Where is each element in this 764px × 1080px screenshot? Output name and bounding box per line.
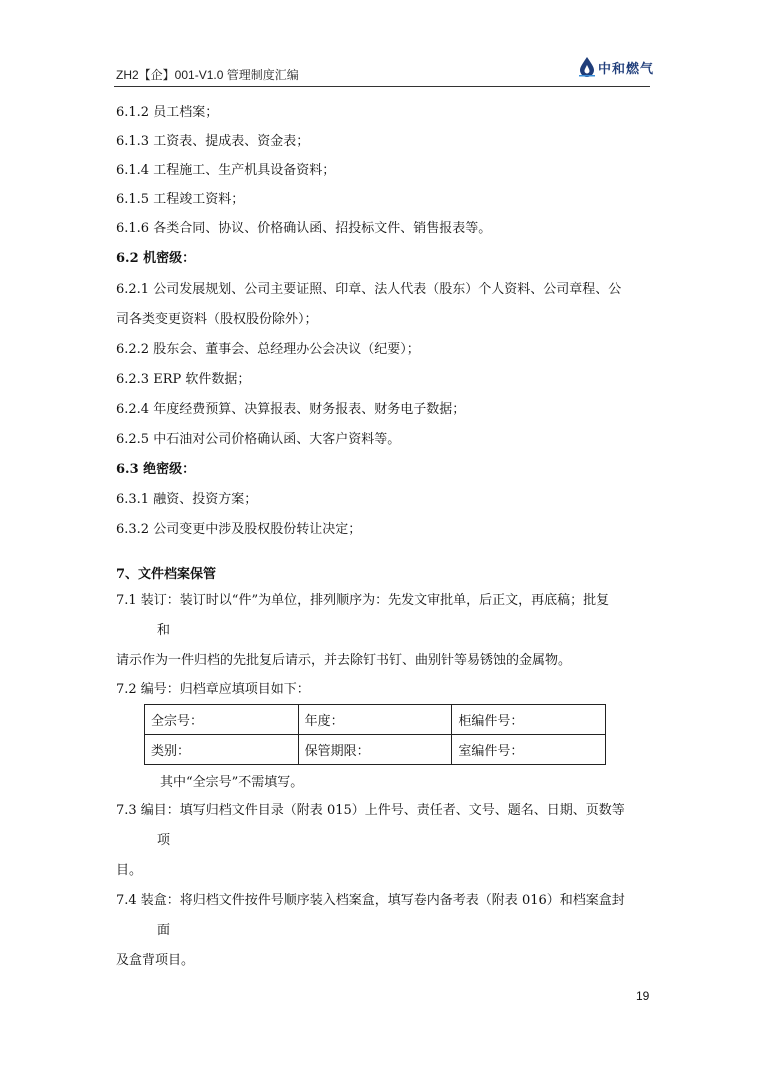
table-row <box>145 735 606 765</box>
text-line: 面 <box>157 923 171 938</box>
flame-drop-icon <box>578 56 596 78</box>
table-cell: 柜编件号： <box>452 705 606 735</box>
section-heading: 6.2 机密级： <box>116 251 196 266</box>
text-line: 6.1.2 员工档案； <box>116 105 219 120</box>
text-line: 目。 <box>116 863 143 878</box>
text-line: 6.2.1 公司发展规划、公司主要证照、印章、法人代表（股东）个人资料、公司章程、公 <box>116 282 622 297</box>
text-line: 6.1.5 工程竣工资料； <box>116 192 245 207</box>
archive-stamp-table <box>144 704 606 765</box>
document-header-title: ZH2【企】001-V1.0 管理制度汇编 <box>116 68 299 82</box>
text-line: 6.2.3 ERP 软件数据； <box>116 372 251 387</box>
text-line: 7.3 编目：填写归档文件目录（附表 015）上件号、责任者、文号、题名、日期、页数等 <box>116 803 625 818</box>
table-note: 其中“全宗号”不需填写。 <box>160 775 304 790</box>
page-number: 19 <box>636 989 650 1003</box>
section-heading: 6.3 绝密级： <box>116 462 196 477</box>
text-line: 7.2 编号：归档章应填项目如下： <box>116 682 310 697</box>
table-cell: 室编件号： <box>452 735 606 765</box>
text-line: 6.1.3 工资表、提成表、资金表； <box>116 134 310 149</box>
text-line: 6.1.6 各类合同、协议、价格确认函、招投标文件、销售报表等。 <box>116 221 492 236</box>
text-line: 司各类变更资料（股权股份除外）； <box>116 312 318 327</box>
table-cell: 保管期限： <box>298 735 452 765</box>
text-line: 6.3.1 融资、投资方案； <box>116 492 258 507</box>
text-line: 6.3.2 公司变更中涉及股权股份转让决定； <box>116 522 362 537</box>
text-line: 6.1.4 工程施工、生产机具设备资料； <box>116 163 336 178</box>
text-line: 和 <box>157 623 171 638</box>
text-line: 6.2.5 中石油对公司价格确认函、大客户资料等。 <box>116 432 401 447</box>
text-line: 项 <box>157 833 171 848</box>
company-logo <box>578 56 654 78</box>
logo-text: 中和燃气 <box>598 61 655 77</box>
text-line: 7.4 装盒：将归档文件按件号顺序装入档案盒，填写卷内备考表（附表 016）和档案盒封 <box>116 893 625 908</box>
table-cell: 年度： <box>298 705 452 735</box>
table-cell: 类别： <box>145 735 299 765</box>
text-line: 6.2.2 股东会、董事会、总经理办公会决议（纪要）； <box>116 342 420 357</box>
header-divider <box>114 86 650 87</box>
text-line: 请示作为一件归档的先批复后请示，并去除钉书钉、曲别针等易锈蚀的金属物。 <box>116 653 572 668</box>
table-row <box>145 705 606 735</box>
chapter-heading: 7、文件档案保管 <box>116 567 217 582</box>
text-line: 7.1 装订：装订时以“件”为单位，排列顺序为：先发文审批单，后正文，再底稿；批复 <box>116 593 610 608</box>
text-line: 及盒背项目。 <box>116 953 195 968</box>
text-line: 6.2.4 年度经费预算、决算报表、财务报表、财务电子数据； <box>116 402 466 417</box>
table-cell: 全宗号： <box>145 705 299 735</box>
